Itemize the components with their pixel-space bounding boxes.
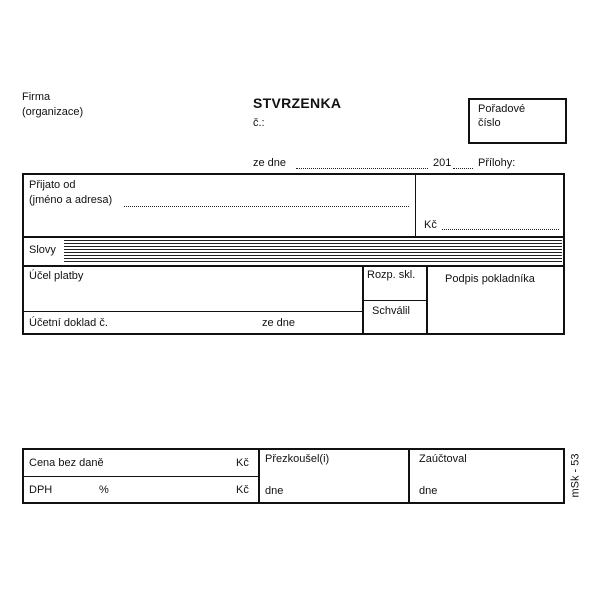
accounting-row-line — [24, 311, 362, 312]
attachments-label: Přílohy: — [478, 157, 516, 169]
posted-date-label: dne — [419, 485, 438, 497]
form-code: mSk - 53 — [569, 453, 582, 498]
payment-purpose-label: Účel platby — [29, 270, 84, 282]
name-address-dotted-line[interactable] — [124, 206, 409, 207]
order-number-label-1: Pořadové — [478, 103, 526, 115]
received-from-label: Přijato od — [29, 179, 76, 191]
accounting-doc-label: Účetní doklad č. — [29, 317, 108, 329]
amount-dotted-line[interactable] — [442, 229, 559, 230]
price-row-divider — [24, 476, 258, 477]
vat-percent-label: % — [99, 484, 109, 496]
in-words-label: Slovy — [29, 244, 56, 256]
posted-by-label: Zaúčtoval — [419, 453, 467, 465]
in-words-hatched-field[interactable] — [64, 240, 562, 262]
price-currency-label: Kč — [236, 457, 249, 469]
price-without-tax-label: Cena bez daně — [29, 457, 104, 469]
vat-currency-label: Kč — [236, 484, 249, 496]
checked-date-label: dne — [265, 485, 284, 497]
breakdown-label: Rozp. skl. — [367, 269, 416, 281]
number-label: č.: — [253, 117, 265, 129]
accounting-date-label: ze dne — [262, 317, 296, 329]
name-address-label: (jméno a adresa) — [29, 194, 113, 206]
vat-label: DPH — [29, 484, 53, 496]
year-prefix: 201 — [433, 157, 452, 169]
currency-label-main: Kč — [424, 219, 437, 231]
company-sublabel: (organizace) — [22, 106, 84, 118]
approved-label: Schválil — [372, 305, 410, 317]
year-dotted-line[interactable] — [453, 168, 473, 169]
slovy-top-line — [22, 236, 565, 238]
checked-by-label: Přezkoušel(i) — [265, 453, 330, 465]
breakdown-bottom-line — [364, 300, 426, 301]
company-label: Firma — [22, 91, 51, 103]
date-prefix: ze dne — [253, 157, 287, 169]
order-number-label-2: číslo — [478, 117, 501, 129]
date-dotted-line[interactable] — [296, 168, 428, 169]
cashier-signature-label: Podpis pokladníka — [445, 273, 535, 285]
form-title: STVRZENKA — [253, 95, 342, 111]
order-number-box[interactable] — [468, 98, 567, 144]
currency-column-divider — [415, 175, 416, 237]
